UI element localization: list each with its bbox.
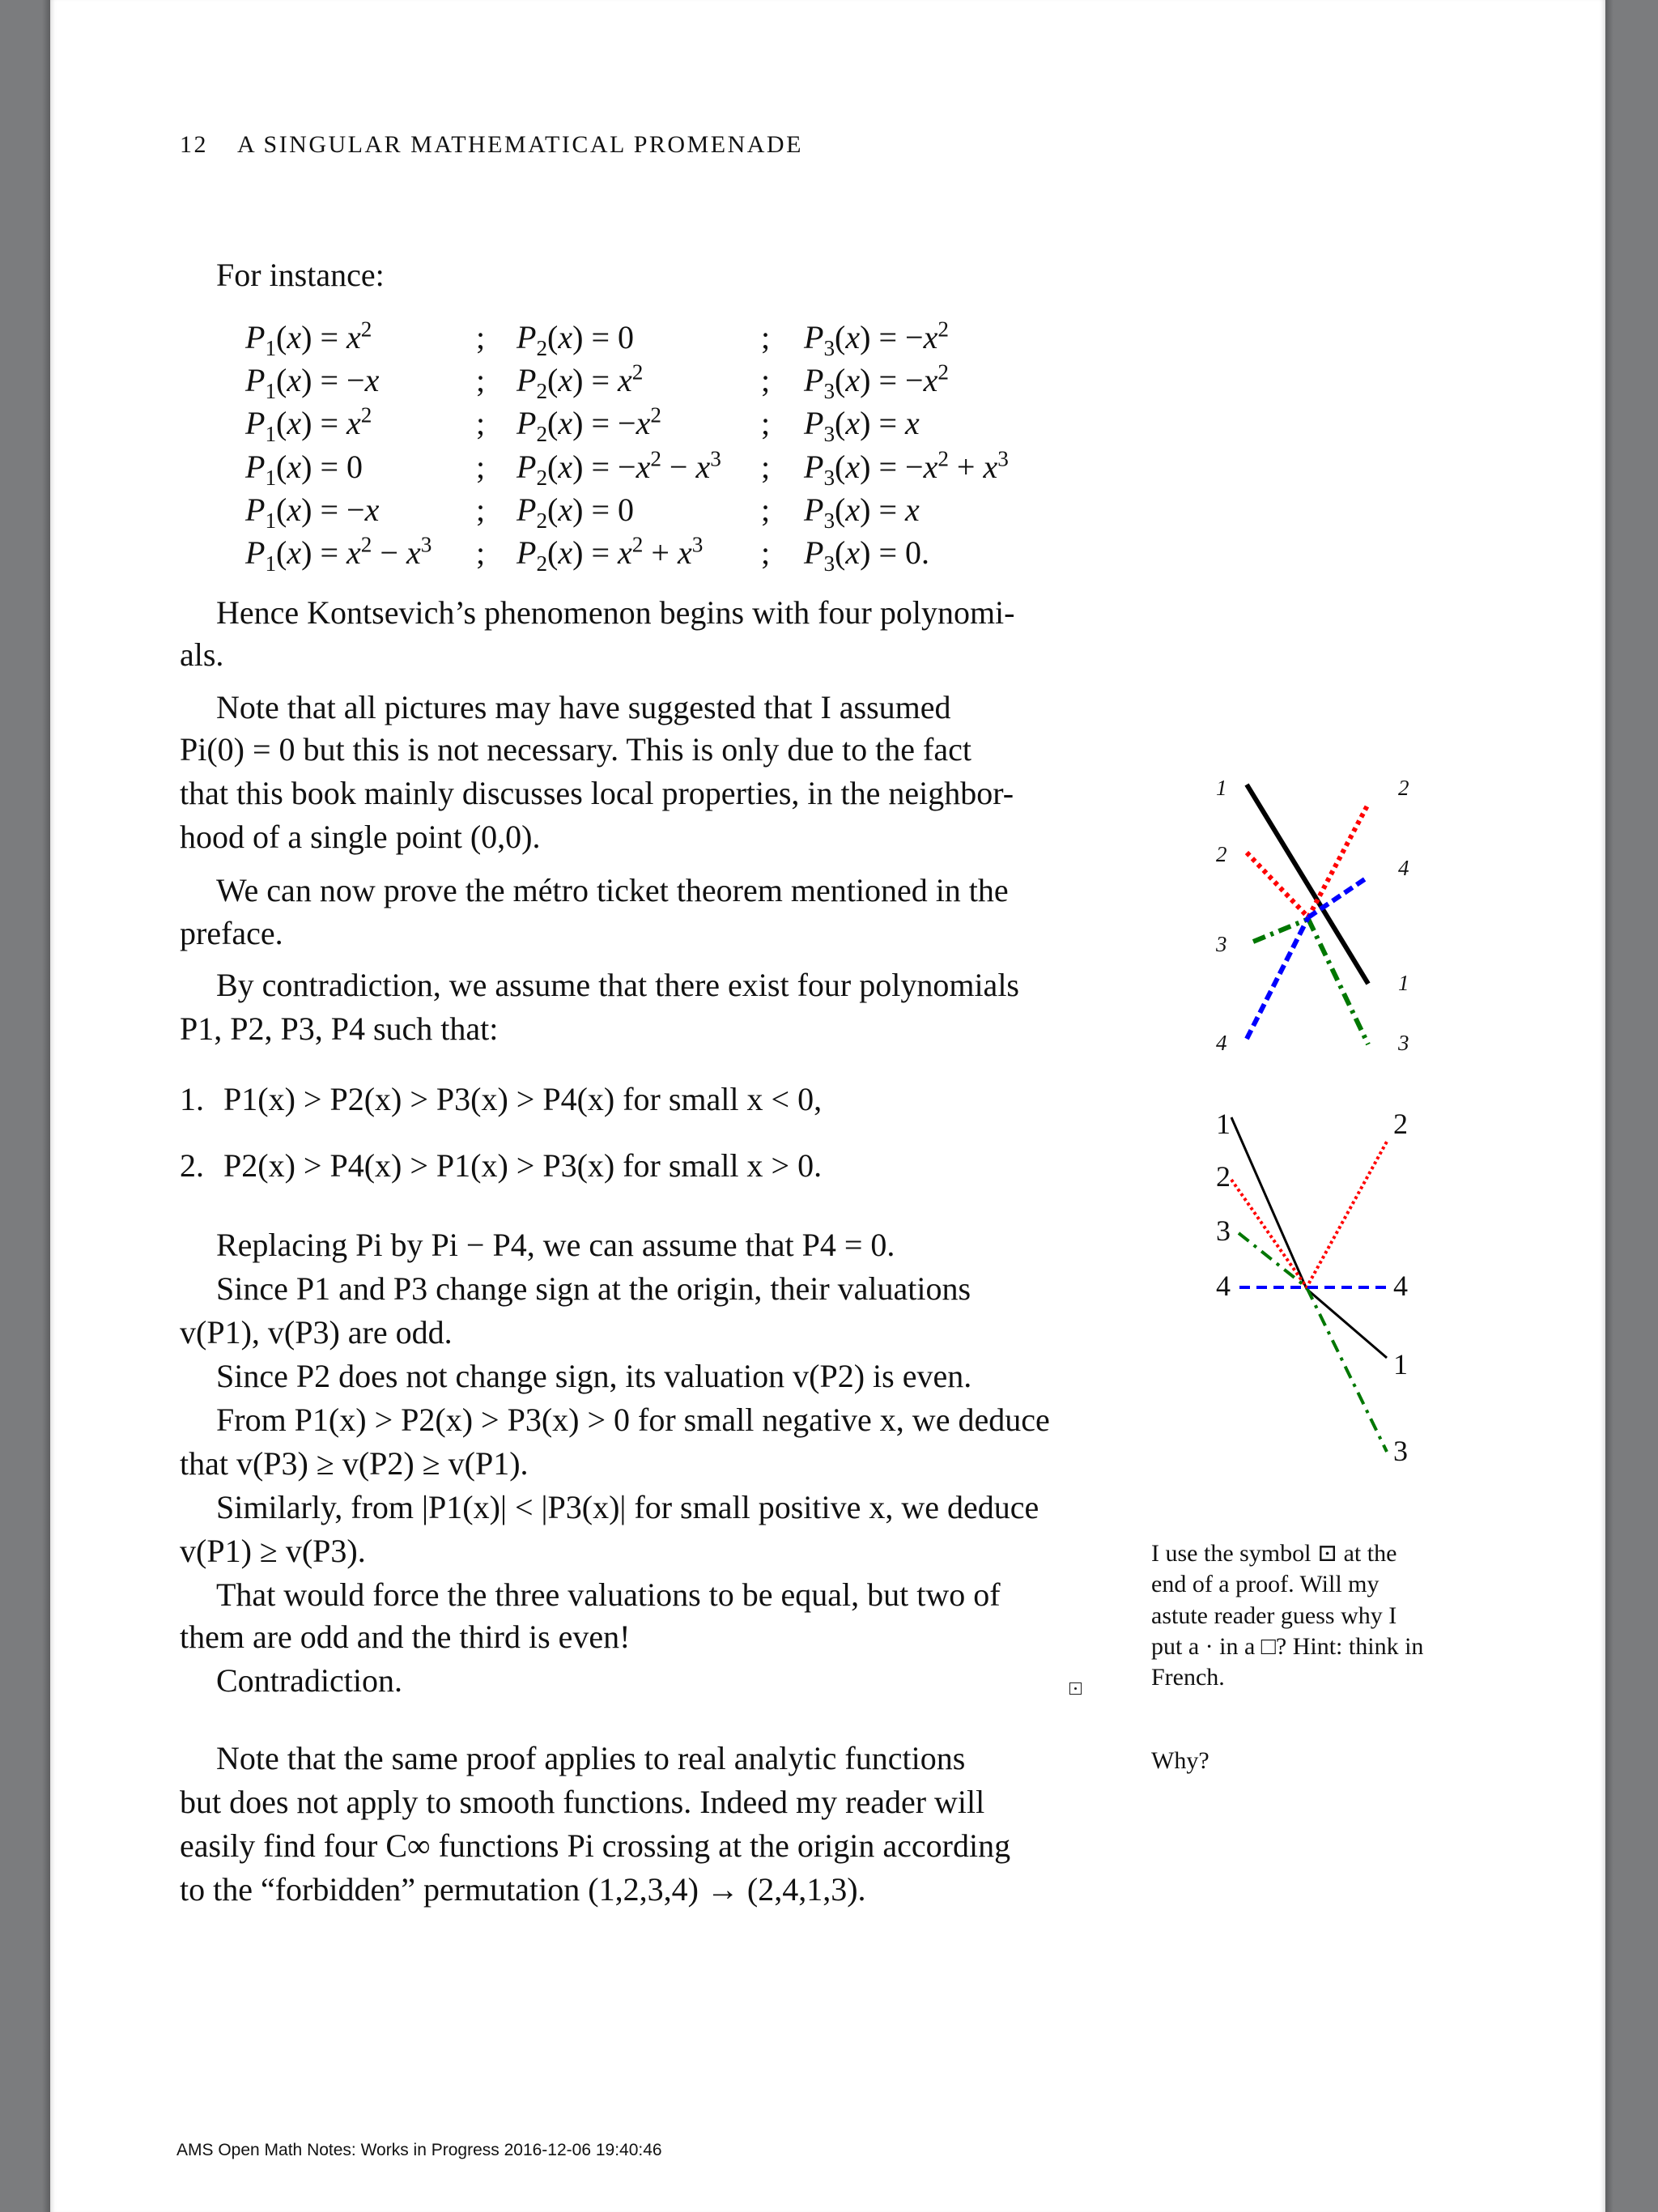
running-title: A SINGULAR MATHEMATICAL PROMENADE [237, 131, 803, 158]
text-line: Contradiction. [216, 1662, 402, 1699]
list-text: P2(x) > P4(x) > P1(x) > P3(x) for small x > 0. [223, 1147, 823, 1184]
sidenote-line: astute reader guess why I [1151, 1602, 1397, 1629]
list-marker: 2. [180, 1147, 204, 1184]
text-line: Note that all pictures may have suggested that I assumed [216, 689, 951, 725]
text-line: Hence Kontsevich’s phenomenon begins with four polynomi- [216, 594, 1015, 631]
list-item [180, 1083, 822, 1116]
curve-1-solid [1247, 785, 1368, 984]
intro-text: For instance: [216, 257, 385, 293]
sidenote-why: Why? [1151, 1747, 1209, 1774]
curve-2-dotted [1231, 1142, 1387, 1287]
left-label: 4 [1216, 1270, 1231, 1302]
page-shadow-left [42, 0, 50, 2212]
left-label: 1 [1216, 776, 1227, 800]
text-line: P1, P2, P3, P4 such that: [180, 1010, 499, 1047]
text-line: Note that the same proof applies to real analytic functions [216, 1740, 966, 1776]
right-label: 2 [1398, 776, 1409, 800]
text-line: Since P2 does not change sign, its valuation v(P2) is even. [216, 1358, 972, 1394]
list-marker: 1. [180, 1081, 204, 1117]
text-line: but does not apply to smooth functions. Indeed my reader will [180, 1784, 985, 1820]
right-label: 3 [1398, 1031, 1409, 1055]
sidenote-line: end of a proof. Will my [1151, 1571, 1380, 1597]
left-label: 4 [1216, 1031, 1227, 1055]
footer-note: AMS Open Math Notes: Works in Progress 2016-12-06 19:40:46 [176, 2141, 662, 2159]
right-label: 4 [1393, 1270, 1408, 1302]
text-line: easily find four C∞ functions Pi crossing at the origin according [180, 1827, 1011, 1864]
text-line: By contradiction, we assume that there exist four polynomials [216, 967, 1019, 1003]
text-line: That would force the three valuations to be equal, but two of [216, 1576, 1001, 1613]
right-label: 4 [1398, 856, 1409, 880]
crossing-diagram-italic [1182, 745, 1425, 1069]
right-label: 2 [1393, 1108, 1408, 1140]
sidenote-line: I use the symbol ⊡ at the [1151, 1540, 1397, 1567]
text-line: them are odd and the third is even! [180, 1619, 631, 1655]
sidenote-line: put a · in a □? Hint: think in [1151, 1633, 1424, 1660]
text-line: v(P1), v(P3) are odd. [180, 1314, 453, 1351]
text-line: hood of a single point (0,0). [180, 819, 541, 855]
text-line: als. [180, 636, 224, 673]
list-text: P1(x) > P2(x) > P3(x) > P4(x) for small x < 0, [223, 1081, 823, 1117]
text-line: From P1(x) > P2(x) > P3(x) > 0 for small negative x, we deduce [216, 1402, 1050, 1438]
curve-2-dotted [1247, 853, 1308, 917]
curve-3-dashdot [1239, 1233, 1387, 1452]
running-header [180, 133, 803, 157]
left-label: 3 [1216, 1214, 1231, 1247]
text-line: to the “forbidden” permutation (1,2,3,4) → (2,4,1,3). [180, 1871, 866, 1908]
text-line: v(P1) ≥ v(P3). [180, 1533, 366, 1569]
left-label: 2 [1216, 842, 1227, 866]
text-line: We can now prove the métro ticket theorem mentioned in the [216, 872, 1009, 908]
qed-icon [1069, 1682, 1082, 1695]
curve-4-dashed [1247, 917, 1308, 1039]
right-label: 3 [1393, 1435, 1408, 1467]
text-line: Since P1 and P3 change sign at the origin, their valuations [216, 1270, 971, 1307]
text-line: that v(P3) ≥ v(P2) ≥ v(P1). [180, 1445, 529, 1482]
crossing-diagram-upright [1182, 1085, 1425, 1474]
left-label: 3 [1216, 932, 1227, 956]
right-label: 1 [1398, 971, 1409, 995]
page-shadow-right [1605, 0, 1613, 2212]
sidenote-line: French. [1151, 1664, 1225, 1691]
curve-1-solid [1231, 1117, 1387, 1358]
page-number: 12 [180, 131, 208, 158]
text-line: that this book mainly discusses local properties, in the neighbor- [180, 775, 1014, 811]
list-item [180, 1147, 823, 1184]
left-label: 2 [1216, 1160, 1231, 1193]
curve-2-dotted [1308, 804, 1368, 917]
left-label: 1 [1216, 1108, 1231, 1140]
text-line: Similarly, from |P1(x)| < |P3(x)| for small positive x, we deduce [216, 1489, 1039, 1525]
text-line: Replacing Pi by Pi − P4, we can assume that P4 = 0. [216, 1227, 895, 1263]
text-line: Pi(0) = 0 but this is not necessary. This is only due to the fact [180, 731, 971, 768]
right-label: 1 [1393, 1348, 1408, 1380]
text-line: preface. [180, 915, 283, 951]
